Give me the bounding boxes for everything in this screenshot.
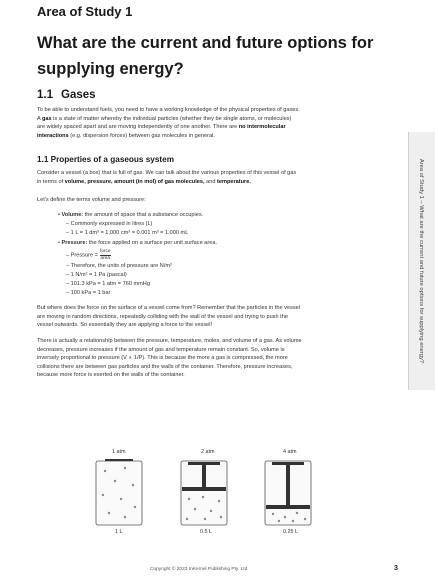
force-line-3: vessel outwards. So essentially they are applying a force to the vessel! [37, 322, 213, 329]
define-terms-line: Let's define the terms volume and pressure: [37, 197, 146, 203]
fraction-numerator: force [99, 249, 111, 254]
intro-line-4 [37, 132, 389, 141]
piston-plate [105, 459, 133, 461]
text-run: inversely proportional to pressure [37, 355, 120, 362]
pressure-bullet: • Pressure: the force applied on a surface per unit surface area. [58, 240, 217, 246]
bold-term: temperature. [217, 178, 251, 185]
pressure-sub-3: – 1 N/m² = 1 Pa (pascal) [66, 272, 127, 278]
force-line-1: But where does the force on the surface of a vessel come from? Remember that the particles in the vessel [37, 305, 301, 311]
bold-term: gas [41, 115, 52, 122]
volume-bullet: • Volume: the amount of space that a substance occupies. [58, 212, 204, 218]
subsection-line-1: Consider a vessel (a box) that is full of gas. We can talk about the various properties of this vessel of gas [37, 170, 297, 176]
text-run: the amount of space that a substance occupies. [83, 212, 204, 218]
text-run: are widely spaced apart and are moving independently of one another. There are [37, 124, 239, 131]
bold-term: no intermolecular [238, 124, 286, 131]
bold-term: interactions [37, 132, 69, 139]
page-number: 3 [394, 565, 398, 572]
volume-sub-1: – Commonly expressed in litres (L) [66, 221, 153, 227]
bold-term: volume, pressure, amount (in mol) of gas molecules, [64, 178, 205, 185]
copyright-footer: Copyright © 2023 InKernel Publishing Pty. Ltd. [150, 567, 249, 572]
pressure-sub-1 [66, 249, 111, 261]
piston-diagram [95, 459, 315, 527]
subsection-heading: 1.1 Properties of a gaseous system [37, 155, 174, 164]
relation-line-2: decreases, pressure increases if the amount of gas and temperature remain constant. So, volume is [37, 346, 285, 353]
relation-line-3 [37, 354, 389, 363]
text-run: (e.g. dispersion forces) between gas molecules in general. [68, 132, 215, 139]
subsection-line-2 [37, 178, 389, 187]
force-over-area-fraction [100, 249, 111, 261]
bold-term: Pressure: [61, 240, 88, 246]
page-title [37, 30, 397, 82]
pressure-sub-4: – 101.3 kPa = 1 atm = 760 mmHg [66, 281, 150, 287]
relation-line-4: collisions there are between gas particles and the walls of the container. Therefore, pressure increases, [37, 363, 293, 370]
area-heading: Area of Study 1 [37, 4, 133, 19]
piston-plate [266, 505, 310, 509]
intro-line-2 [37, 115, 389, 124]
text-run: in terms of [37, 178, 65, 185]
piston-handle [188, 462, 220, 465]
inverse-proportion-formula: (V ∝ 1/P) [121, 355, 145, 362]
section-title: Gases [61, 89, 96, 101]
container-3 [265, 461, 311, 525]
section-number: 1.1 [37, 89, 53, 101]
text-run: the force applied on a surface per unit surface area. [87, 240, 217, 246]
piston-rod [202, 465, 206, 487]
intro-line-3 [37, 123, 389, 132]
intro-paragraph [37, 106, 389, 140]
text-run: A [37, 115, 42, 122]
piston-plate [182, 487, 226, 491]
piston-rod [286, 465, 290, 505]
subsection-paragraph [37, 169, 389, 186]
text-run: . This is because the more a gas is compressed, the more [144, 355, 288, 362]
text-run: is a state of matter whereby the individual particles (whether they be single atoms, or molecules) [51, 115, 292, 122]
force-line-2: are moving in random directions, repeatedly colliding with the wall of the vessel and trying to push the [37, 313, 288, 320]
pressure-label-2: 2 atm [201, 449, 215, 455]
volume-sub-2: – 1 L = 1 dm³ = 1,000 cm³ = 0.001 m³ = 1,000 mL [66, 230, 189, 236]
container-2 [181, 461, 227, 525]
title-line-2: supplying energy? [37, 60, 184, 78]
relation-paragraph [37, 337, 389, 380]
pressure-sub-2: – Therefore, the units of pressure are N/m² [66, 263, 172, 269]
fraction-denominator: area [100, 255, 111, 261]
text-run: and [204, 178, 217, 185]
force-paragraph [37, 304, 389, 330]
bold-term: Volume: [61, 212, 84, 218]
volume-label-2: 0.5 L [200, 529, 212, 535]
piston-handle [272, 462, 304, 465]
pressure-label-3: 4 atm [283, 449, 297, 455]
pressure-label-1: 1 atm [112, 449, 126, 455]
volume-label-3: 0.25 L [283, 529, 298, 535]
container-1 [96, 459, 142, 525]
section-heading [37, 89, 96, 101]
pressure-sub-5: – 100 kPa = 1 bar [66, 290, 111, 296]
volume-label-1: 1 L [115, 529, 123, 535]
relation-line-1: There is actually a relationship between the pressure, temperature, moles, and volume of a gas. As volume [37, 338, 302, 344]
title-line-1: What are the current and future options for [37, 34, 374, 52]
relation-line-5: because more force is exerted on the walls of the container. [37, 372, 185, 379]
side-tab-text: Area of Study 1 – What are the current and future options for supplying energy? [418, 158, 424, 364]
intro-line-1: To be able to understand fuels, you need to have a working knowledge of the physical properties of gases. [37, 107, 300, 113]
text-run: – Pressure = [66, 252, 98, 259]
